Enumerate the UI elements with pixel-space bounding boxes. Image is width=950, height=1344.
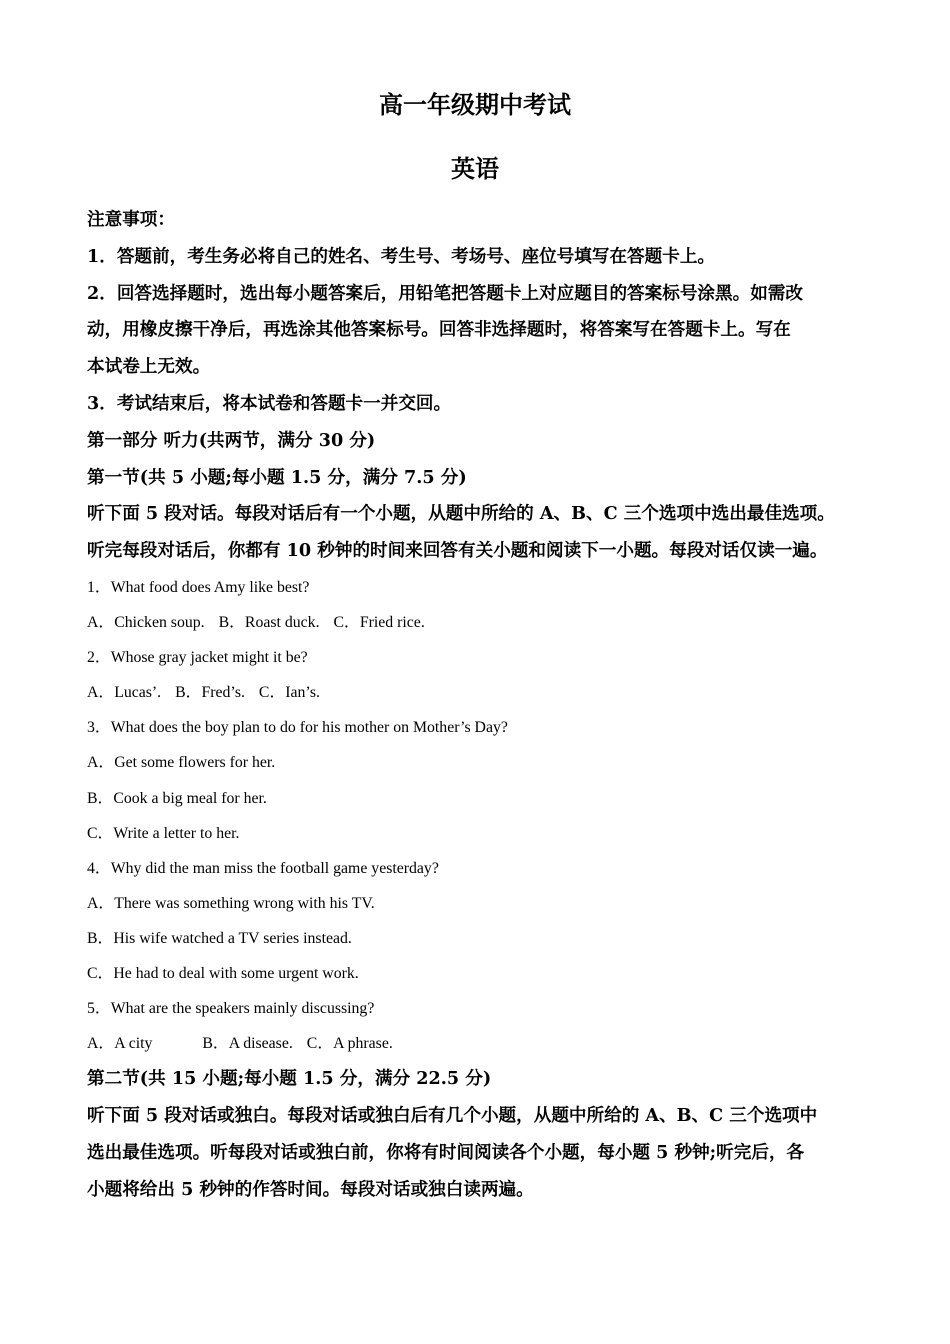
section2-instructions-line-1: 听下面 5 段对话或独白。每段对话或独白后有几个小题，从题中所给的 A、B、C 三个选项中 <box>87 1105 818 1127</box>
section1-instructions-line-1: 听下面 5 段对话。每段对话后有一个小题，从题中所给的 A、B、C 三个选项中选出最佳选项。 <box>87 503 835 525</box>
question-5-options <box>87 1026 887 1061</box>
section1-heading: 第一节(共 5 小题;每小题 1.5 分，满分 7.5 分) <box>87 466 467 488</box>
question-1-option-c: C．Fried rice. <box>333 614 425 632</box>
question-5-stem: 5．What are the speakers mainly discussing? <box>87 1000 375 1018</box>
question-1-option-a: A．Chicken soup. <box>87 614 205 632</box>
question-4-stem: 4．Why did the man miss the football game yesterday? <box>87 859 439 877</box>
section2-instructions-line-3: 小题将给出 5 秒钟的作答时间。每段对话或独白读两遍。 <box>87 1178 534 1200</box>
question-2-options <box>87 675 887 710</box>
question-5-option-c: C．A phrase. <box>306 1035 393 1053</box>
section2-heading: 第二节(共 15 小题;每小题 1.5 分，满分 22.5 分) <box>87 1068 492 1090</box>
question-3-stem: 3．What does the boy plan to do for his mother on Mother’s Day? <box>87 719 508 737</box>
question-5-option-b: B．A disease. <box>202 1035 293 1053</box>
question-4-option-a: A．There was something wrong with his TV. <box>87 894 375 912</box>
note-item-2-line-2: 动，用橡皮擦干净后，再选涂其他答案标号。回答非选择题时，将答案写在答题卡上。写在 <box>87 319 791 341</box>
question-3-option-a: A．Get some flowers for her. <box>87 754 276 772</box>
note-item-2-line-1: 2．回答选择题时，选出每小题答案后，用铅笔把答题卡上对应题目的答案标号涂黑。如需改 <box>87 282 803 304</box>
exam-title: 高一年级期中考试 <box>379 90 571 119</box>
question-2-option-b: B．Fred’s. <box>175 684 245 702</box>
note-item-3: 3．考试结束后，将本试卷和答题卡一并交回。 <box>87 392 452 414</box>
question-3-option-b: B．Cook a big meal for her. <box>87 789 267 807</box>
question-3-option-c: C．Write a letter to her. <box>87 824 240 842</box>
question-4-option-c: C．He had to deal with some urgent work. <box>87 965 359 982</box>
question-1-options <box>87 605 887 640</box>
exam-content <box>87 202 887 1208</box>
question-5-option-a: A．A city <box>87 1035 153 1053</box>
question-1-stem: 1．What food does Amy like best? <box>87 578 310 596</box>
note-item-2-line-3: 本试卷上无效。 <box>87 356 211 378</box>
part1-heading: 第一部分 听力(共两节，满分 30 分) <box>87 429 376 451</box>
question-1-option-b: B．Roast duck. <box>218 614 320 632</box>
notes-heading: 注意事项： <box>87 209 175 230</box>
question-2-stem: 2．Whose gray jacket might it be? <box>87 649 308 667</box>
question-2-option-a: A．Lucas’. <box>87 684 162 702</box>
question-4-option-b: B．His wife watched a TV series instead. <box>87 929 352 947</box>
section2-instructions-line-2: 选出最佳选项。听每段对话或独白前，你将有时间阅读各个小题，每小题 5 秒钟;听完后，各 <box>87 1141 805 1163</box>
question-2-option-c: C．Ian’s. <box>258 684 320 702</box>
exam-subject: 英语 <box>451 154 499 183</box>
section1-instructions-line-2: 听完每段对话后，你都有 10 秒钟的时间来回答有关小题和阅读下一小题。每段对话仅读一遍。 <box>87 540 828 562</box>
note-item-1: 1．答题前，考生务必将自己的姓名、考生号、考场号、座位号填写在答题卡上。 <box>87 245 716 267</box>
